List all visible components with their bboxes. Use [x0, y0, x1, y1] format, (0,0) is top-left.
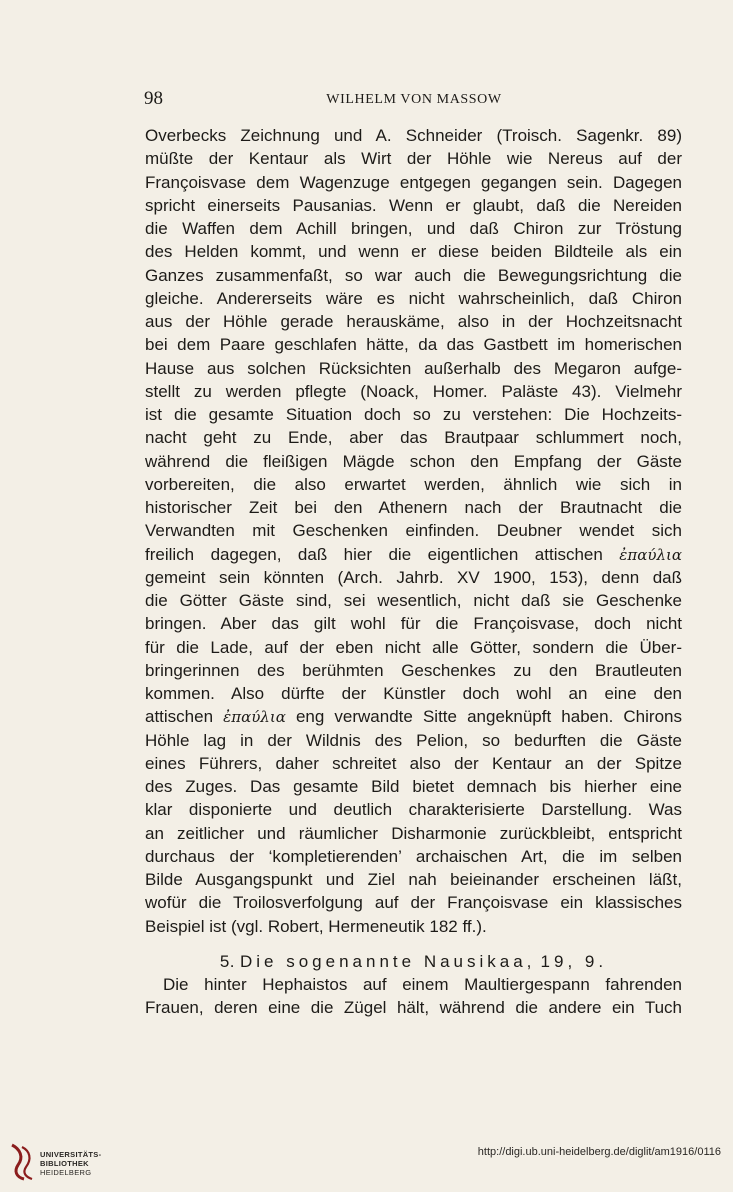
section-heading	[145, 938, 682, 973]
text-line: bringen. Aber das gilt wohl für die Françoisvase, doch nicht	[145, 614, 682, 634]
page-header	[144, 88, 684, 114]
text-line: Verwandten mit Geschenken einfinden. Deubner wendet sich	[145, 521, 682, 541]
text-fragment: freilich dagegen, daß hier die eigentlichen attischen	[145, 544, 603, 564]
text-fragment: attischen	[145, 707, 214, 727]
library-emblem-icon	[8, 1143, 36, 1181]
greek-word: ἐπαύλια	[619, 545, 682, 564]
text-line: für die Lade, auf der eben nicht alle Götter, sondern die Über-	[145, 637, 682, 657]
text-line: Bilde Ausgangspunkt und Ziel nah beieinander erscheinen läßt,	[145, 870, 682, 889]
text-line: Die hinter Hephaistos auf einem Maultiergespann fahrenden	[163, 975, 682, 994]
text-line: aus der Höhle gerade herauskäme, also in der Hochzeitsnacht	[145, 312, 682, 331]
text-line: klar disponierte und deutlich charakterisierte Darstellung. Was	[145, 800, 682, 820]
text-line: bringerinnen des berühmten Geschenkes zu den Brautleuten	[145, 660, 682, 680]
text-line: gleiche. Andererseits wäre es nicht wahrscheinlich, daß Chiron	[145, 288, 682, 308]
text-line: vorbereiten, die also erwartet werden, ähnlich wie sich in	[145, 474, 682, 494]
text-line: historischer Zeit bei den Athenern nach der Brautnacht die	[145, 498, 682, 517]
text-line: eines Führers, daher schreitet also der Kentaur an der Spitze	[145, 753, 682, 773]
library-name-line: BIBLIOTHEK	[40, 1159, 89, 1168]
section-title: Die sogenannte Nausikaa,	[240, 951, 536, 971]
text-line: Hause aus solchen Rücksichten außerhalb des Megaron aufge-	[145, 358, 682, 378]
source-url[interactable]: http://digi.ub.uni-heidelberg.de/diglit/am1916/0116	[477, 1146, 721, 1158]
text-line: stellt zu werden pflegte (Noack, Homer. Paläste 43). Vielmehr	[145, 381, 682, 401]
text-line: die Waffen dem Achill bringen, und daß Chiron zur Tröstung	[145, 219, 682, 238]
text-line-greek	[145, 705, 682, 728]
text-line: nacht geht zu Ende, aber das Brautpaar schlummert noch,	[145, 428, 682, 448]
text-line: Frauen, deren eine die Zügel hält, während die andere ein Tuch	[145, 998, 682, 1018]
text-line: Beispiel ist (vgl. Robert, Hermeneutik 182 ff.).	[145, 916, 487, 936]
text-line: durchaus der ‘kompletierenden’ archaischen Art, die im selben	[145, 846, 682, 866]
text-line: während die fleißigen Mägde schon den Empfang der Gäste	[145, 451, 682, 471]
text-line: spricht einerseits Pausanias. Wenn er glaubt, daß die Nereiden	[145, 195, 682, 215]
text-line: Ganzes zusammenfaßt, so war auch die Bewegungsrichtung die	[145, 265, 682, 285]
text-line: Françoisvase dem Wagenzuge entgegen gegangen sein. Dagegen	[145, 172, 682, 192]
text-line: des Zuges. Das gesamte Bild bietet demnach bis hierher eine	[145, 777, 682, 796]
text-line: an zeitlicher und räumlicher Disharmonie zurückbleibt, entspricht	[145, 823, 682, 843]
greek-word: ἐπαύλια	[223, 708, 286, 727]
page-number: 98	[144, 88, 163, 109]
text-line: Overbecks Zeichnung und A. Schneider (Troisch. Sagenkr. 89)	[145, 126, 682, 145]
text-line: ist die gesamte Situation doch so zu verstehen: Die Hochzeits-	[145, 405, 682, 424]
library-name	[40, 1150, 101, 1177]
section-number: 5.	[219, 951, 235, 971]
text-line-greek	[145, 543, 682, 566]
text-line: bei dem Paare geschlafen hätte, da das Gastbett im homerischen	[145, 335, 682, 355]
text-line: des Helden kommt, und wenn er diese beiden Bildteile als ein	[145, 242, 682, 262]
text-line: wofür die Troilosverfolgung auf der Françoisvase ein klassisches	[145, 893, 682, 913]
text-line: kommen. Also dürfte der Künstler doch wohl an eine den	[145, 684, 682, 703]
library-name-line: UNIVERSITÄTS-	[40, 1150, 102, 1159]
library-name-line: HEIDELBERG	[40, 1168, 92, 1177]
text-line: gemeint sein könnten (Arch. Jahrb. XV 1900, 153), denn daß	[145, 567, 682, 587]
text-line: Höhle lag in der Wildnis des Pelion, so bedurften die Gäste	[145, 730, 682, 750]
body-text	[145, 124, 682, 1020]
section-reference: 19, 9.	[540, 951, 608, 971]
text-line: müßte der Kentaur als Wirt der Höhle wie Nereus auf der	[145, 149, 682, 169]
running-head: WILHELM VON MASSOW	[326, 92, 502, 107]
library-logo	[8, 1143, 158, 1183]
text-fragment: eng verwandte Sitte angeknüpft haben. Chirons	[295, 707, 682, 727]
text-line: die Götter Gäste sind, sei wesentlich, nicht daß sie Geschenke	[145, 591, 682, 610]
